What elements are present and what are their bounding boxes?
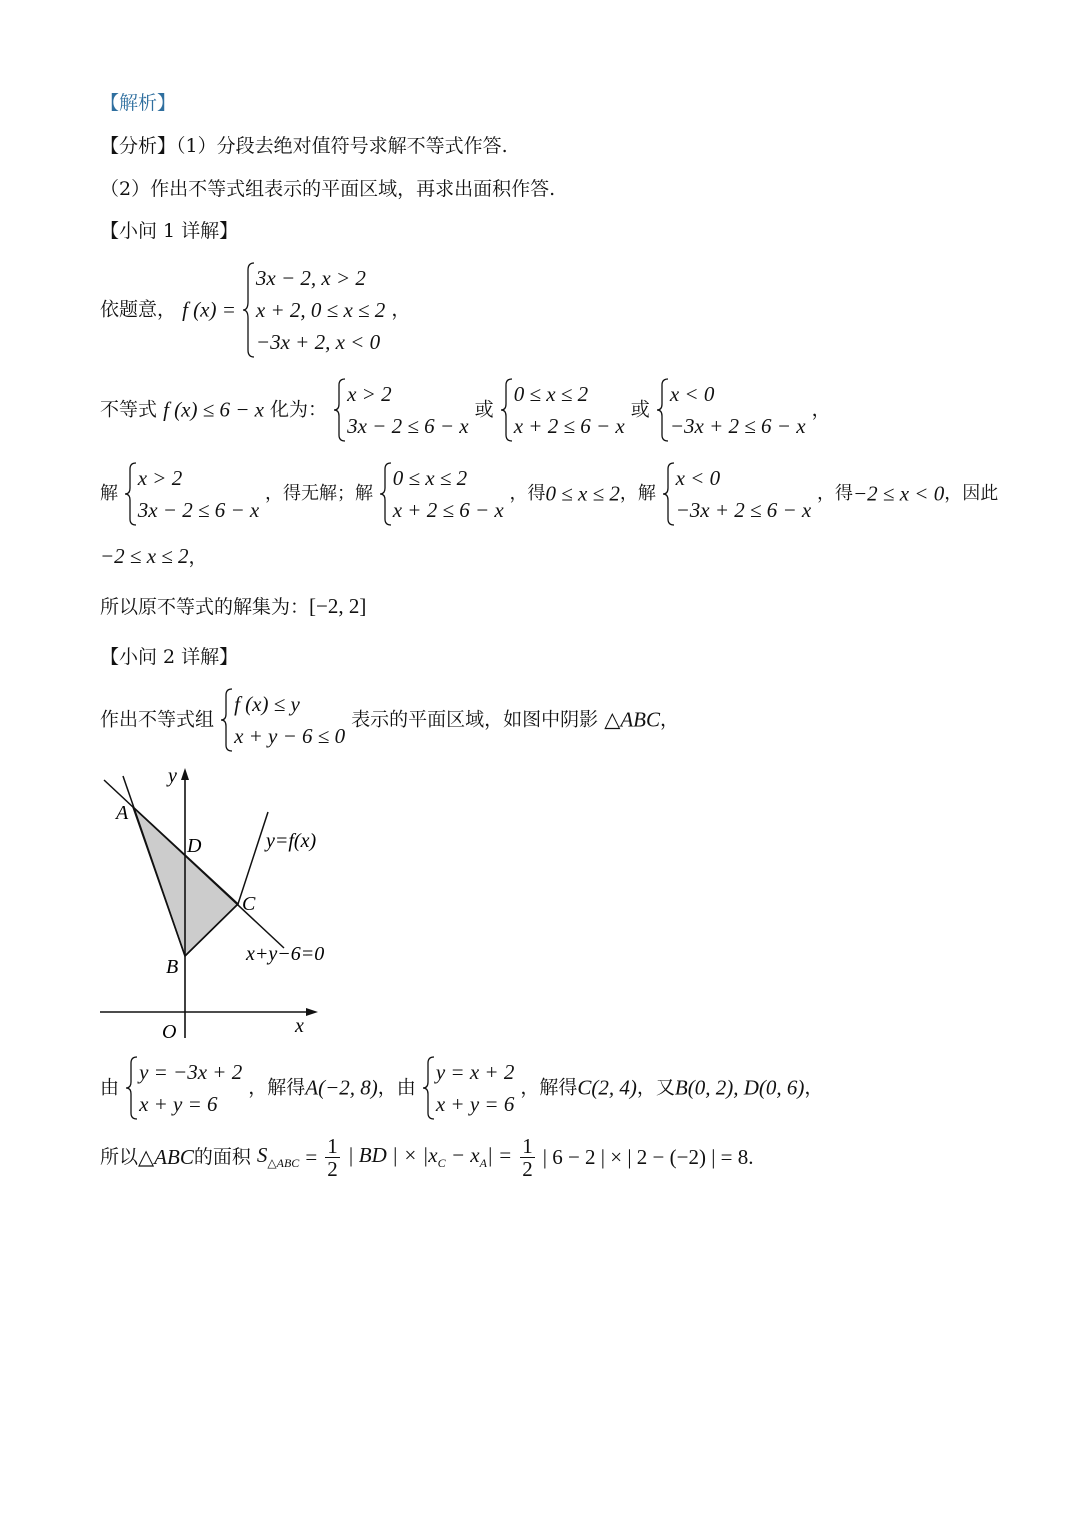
label-line: x+y−6=0 [246,943,325,965]
final-period: . [748,1145,754,1169]
label-D: D [187,835,202,857]
ineq-suffix: 化为： [270,398,328,421]
solve-c-row-2: −3x + 2 ≤ 6 − x [675,498,812,522]
gotC-prefix: ，解得 [520,1076,578,1099]
intersection-comma: ， [804,1076,824,1099]
solve-a-row-1: x > 2 [137,466,183,490]
brace-icon [379,462,393,526]
no-solution-text: ，得无解；解 [264,483,373,504]
case-c-row-1: x < 0 [669,382,715,406]
fraction-half-1 [325,1135,340,1180]
range-comma: ， [188,546,208,568]
piece-row-3: −3x + 2, x < 0 [255,330,381,354]
brace-icon [124,462,138,526]
solve-a-row-2: 3x − 2 ≤ 6 − x [137,498,260,522]
therefore-word: ，因此 [944,483,999,504]
piecewise-comma: ， [391,298,411,321]
area-computation [100,1135,754,1180]
label-origin: O [162,1021,177,1042]
split-comma: ， [811,398,831,421]
solve-system-a [124,462,260,526]
expr-1-a: | BD | × |x [347,1143,438,1168]
sys-A-row-2: x + y = 6 [139,1092,218,1116]
case-b-row-1: 0 ≤ x ≤ 2 [513,382,589,406]
region-row-1: f (x) ≤ y [234,692,300,716]
got1-suffix: ，解 [619,483,656,504]
also-word: ，又 [636,1076,675,1099]
y-axis-arrow [181,768,189,780]
equals-1: = [305,1145,318,1169]
by-word-2: ，由 [377,1076,416,1099]
brace-icon [125,1056,139,1120]
analysis-line-1 [100,137,508,156]
case-a-row-1: x > 2 [347,382,392,406]
system-A [125,1056,242,1120]
analysis-label: 【分析】 [100,135,177,157]
by-word: 由 [100,1076,120,1099]
solution-set [100,596,366,617]
piecewise-intro: 依题意， [100,298,177,321]
frac-den: 2 [327,1157,338,1181]
gotA-prefix: ，解得 [248,1076,306,1099]
analysis-text-1: （1）分段去绝对值符号求解不等式作答. [176,135,508,157]
got1-result: 0 ≤ x ≤ 2 [545,481,620,506]
area-symbol [256,1143,300,1171]
or-word: 或 [474,398,494,421]
label-B: B [166,956,179,978]
or-word: 或 [630,398,650,421]
case-system-a [333,378,469,442]
frac-num: 1 [522,1134,533,1158]
piecewise-system [242,262,385,358]
got1-prefix: ，得 [509,483,546,504]
brace-icon [500,378,514,442]
case-b-row-2: x + 2 ≤ 6 − x [513,414,625,438]
label-A: A [116,802,129,824]
region-suffix: 表示的平面区域，如图中阴影 [351,708,599,731]
brace-icon [662,462,676,526]
area-S-sub: △ABC [267,1156,300,1171]
analysis-line-2: （2）作出不等式组表示的平面区域，再求出面积作答. [100,178,556,200]
sub-C: C [437,1156,446,1171]
solset-value: [−2, 2] [309,594,367,618]
case-a-row-2: 3x − 2 ≤ 6 − x [347,414,469,438]
region-prefix: 作出不等式组 [100,708,215,731]
label-y: y [168,765,177,787]
brace-icon [656,378,670,442]
label-curve: y=f(x) [266,830,317,852]
region-comma: ， [660,708,680,731]
sys-A-row-1: y = −3x + 2 [139,1060,243,1084]
region-system [220,688,345,752]
intersection-solve [100,1056,823,1120]
combined-range [100,546,208,567]
solve-system-c [662,462,812,526]
brace-icon [333,378,347,442]
solve-word: 解 [100,483,118,504]
inequality-split [100,378,831,442]
q2-heading: 【小问 2 详解】 [100,646,239,668]
solve-c-row-1: x < 0 [675,466,721,490]
solve-b-row-1: 0 ≤ x ≤ 2 [392,466,468,490]
got2-result: −2 ≤ x < 0 [853,481,945,506]
region-description [100,688,679,752]
case-system-b [500,378,625,442]
fx-label: f (x) = [182,297,236,322]
expr-1 [347,1143,513,1171]
solve-system-b [379,462,504,526]
case-system-c [656,378,806,442]
expr-1-end: | = [486,1143,513,1168]
solset-prefix: 所以原不等式的解集为： [100,596,310,618]
sys-C-row-1: y = x + 2 [435,1060,515,1084]
region-row-2: x + y − 6 ≤ 0 [234,724,346,748]
area-S: S [256,1143,268,1168]
piece-row-1: 3x − 2, x > 2 [255,266,366,290]
sys-C-row-2: x + y = 6 [435,1092,515,1116]
triangle-name: △ABC [604,707,660,732]
expr-1-minus: − x [445,1143,480,1168]
point-A: A(−2, 8) [305,1075,378,1100]
brace-icon [220,688,234,752]
x-axis-arrow [306,1008,318,1016]
case-solutions [100,462,998,526]
piece-row-2: x + 2, 0 ≤ x ≤ 2 [255,298,386,322]
got2-prefix: ，得 [817,483,853,504]
area-mid: 的面积 [193,1146,251,1168]
range-expr: −2 ≤ x ≤ 2 [100,544,189,568]
point-C: C(2, 4) [577,1075,637,1100]
sub-A: A [479,1156,487,1171]
region-figure [96,762,336,1042]
expr-2: | 6 − 2 | × | 2 − (−2) | = 8 [542,1145,749,1169]
points-B-D: B(0, 2), D(0, 6) [674,1075,805,1100]
frac-num: 1 [327,1134,338,1158]
frac-den: 2 [522,1157,533,1181]
area-prefix: 所以 [100,1146,139,1168]
q1-heading: 【小问 1 详解】 [100,220,239,242]
label-C: C [242,893,256,915]
solution-heading: 【解析】 [100,92,177,114]
piecewise-definition [100,262,410,358]
system-C [422,1056,514,1120]
case-c-row-2: −3x + 2 ≤ 6 − x [669,414,806,438]
ineq-prefix: 不等式 [100,398,158,421]
ineq-expr: f (x) ≤ 6 − x [163,397,264,422]
fraction-half-2 [520,1135,535,1180]
area-triangle: △ABC [138,1145,194,1169]
solve-b-row-2: x + 2 ≤ 6 − x [392,498,504,522]
brace-icon [422,1056,436,1120]
brace-icon [242,262,256,358]
label-x: x [295,1015,304,1037]
